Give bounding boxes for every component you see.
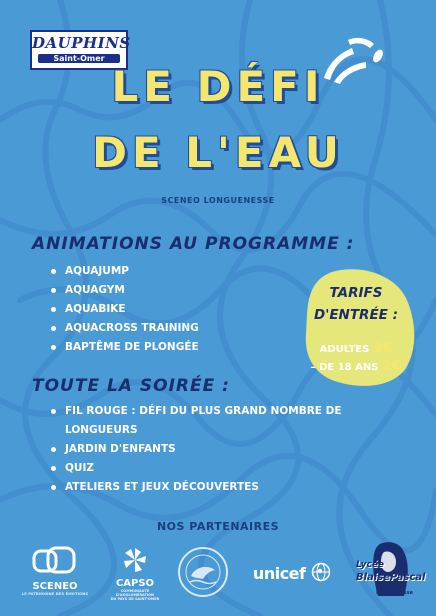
price-row-under-18 xyxy=(302,358,410,374)
sceneo-logo xyxy=(20,546,90,596)
list-item: ATELIERS ET JEUX DÉCOUVERTES xyxy=(50,478,370,497)
club-emblem xyxy=(176,545,230,599)
list-item: FIL ROUGE : DÉFI DU PLUS GRAND NOMBRE DE LONGUEURS xyxy=(50,402,370,440)
logo-sub-text: Saint-Omer xyxy=(38,54,120,63)
animations-list xyxy=(50,262,199,357)
capso-tagline-1: COMMUNAUTÉ D'AGGLOMÉRATION xyxy=(115,589,155,597)
soiree-list xyxy=(50,402,370,497)
capso-name: CAPSO xyxy=(115,578,155,589)
capso-emblem-icon xyxy=(120,546,150,574)
venue-subtitle: SCENEO LONGUENESSE xyxy=(161,196,275,205)
soiree-heading: TOUTE LA SOIRÉE : xyxy=(32,376,230,396)
list-item: AQUAJUMP xyxy=(50,262,199,281)
lycee-logo xyxy=(354,538,426,604)
partners-title: NOS PARTENAIRES xyxy=(156,520,280,533)
title-line-2: DE L'EAU xyxy=(92,128,344,177)
tarifs-title-line-1: TARIFS xyxy=(329,285,383,301)
list-item: AQUAGYM xyxy=(50,281,199,300)
unicef-name: unicef xyxy=(252,564,306,583)
list-item: AQUACROSS TRAINING xyxy=(50,319,199,338)
animations-heading: ANIMATIONS AU PROGRAMME : xyxy=(32,234,355,254)
tarifs-title-line-2: D'ENTRÉE : xyxy=(313,307,398,323)
list-item: AQUABIKE xyxy=(50,300,199,319)
lycee-line-2: BlaisePascal xyxy=(356,572,426,583)
logo-main-text: DAUPHINS xyxy=(32,34,131,52)
unicef-logo xyxy=(244,562,340,583)
price-value: 3€ xyxy=(372,340,393,356)
unicef-globe-icon xyxy=(311,562,331,582)
price-row-adults xyxy=(302,340,410,356)
sceneo-name: SCENEO xyxy=(32,581,78,592)
sceneo-emblem-icon xyxy=(30,546,80,576)
lycee-line-1: Lycée xyxy=(356,560,385,570)
lycee-line-3: Longuenesse xyxy=(376,590,414,596)
price-value: 2€ xyxy=(381,358,402,374)
capso-tagline-2: DU PAYS DE SAINT-OMER xyxy=(110,597,160,601)
tarifs-title xyxy=(306,282,406,326)
price-label: – DE 18 ANS xyxy=(310,362,379,373)
capso-logo xyxy=(104,546,166,601)
list-item: JARDIN D'ENFANTS xyxy=(50,440,370,459)
list-item: QUIZ xyxy=(50,459,370,478)
sceneo-tagline: LE PATRIMOINE DES ÉMOTIONS xyxy=(21,592,89,596)
price-label: ADULTES xyxy=(319,344,370,355)
title-line-1: LE DÉFI xyxy=(111,62,325,111)
list-item: BAPTÊME DE PLONGÉE xyxy=(50,338,199,357)
club-seal-icon xyxy=(176,545,230,599)
